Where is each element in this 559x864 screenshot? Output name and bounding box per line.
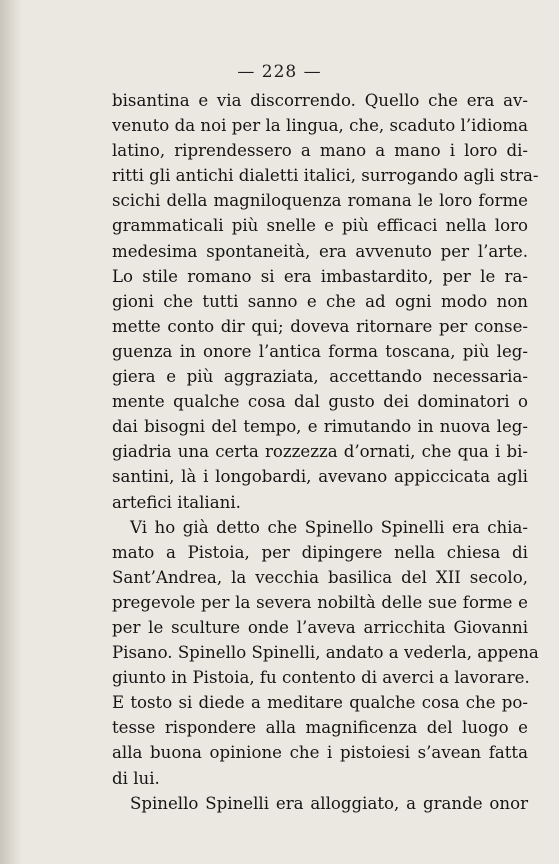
text-line: scichi della magniloquenza romana le loro forme [112,191,528,211]
text-line: santini, là i longobardi, avevano appiccicata agli [112,467,528,487]
text-line: gioni che tutti sanno e che ad ogni modo non [112,291,528,311]
text-line: mette conto dir qui; doveva ritornare per conse- [112,316,528,336]
text-line: per le sculture onde l’aveva arricchita Giovanni [112,617,528,637]
text-line: Vi ho già detto che Spinello Spinelli era chia- [130,517,528,537]
text-line: pregevole per la severa nobiltà delle sue forme e [112,592,528,612]
text-line: guenza in onore l’antica forma toscana, più leg- [112,341,528,361]
text-line: venuto da noi per la lingua, che, scaduto l’idioma [112,116,528,136]
text-line: alla buona opinione che i pistoiesi s’avean fatta [112,743,528,763]
text-line: latino, riprendessero a mano a mano i loro di- [112,141,528,161]
text-line: di lui. [112,768,160,788]
text-line: grammaticali più snelle e più efficaci nella loro [112,216,528,236]
page-number: — 228 — [237,62,322,82]
text-line: giunto in Pistoia, fu contento di averci a lavorare. [112,668,530,688]
text-line: mente qualche cosa dal gusto dei dominatori o [112,392,528,412]
text-line: Sant’Andrea, la vecchia basilica del XII secolo, [112,567,528,587]
text-line: dai bisogni del tempo, e rimutando in nuova leg- [112,417,528,437]
binding-shadow [0,0,22,864]
text-line: mato a Pistoia, per dipingere nella chiesa di [112,542,528,562]
text-line: Pisano. Spinello Spinelli, andato a vederla, appena [112,643,539,663]
text-line: tesse rispondere alla magnificenza del luogo e [112,718,528,738]
text-line: Spinello Spinelli era alloggiato, a grande onor [130,793,528,813]
body-text [112,88,539,816]
text-line: artefici italiani. [112,492,241,512]
text-line: giera e più aggraziata, accettando necessaria- [112,367,528,387]
text-line: giadria una certa rozzezza d’ornati, che qua i bi- [112,442,528,462]
text-line: Lo stile romano si era imbastardito, per le ra- [112,266,528,286]
text-line: ritti gli antichi dialetti italici, surrogando agli stra- [112,166,539,186]
text-line: bisantina e via discorrendo. Quello che era av- [112,91,528,110]
text-line: E tosto si diede a meditare qualche cosa che po- [112,693,528,713]
text-line: medesima spontaneità, era avvenuto per l’arte. [112,241,528,261]
